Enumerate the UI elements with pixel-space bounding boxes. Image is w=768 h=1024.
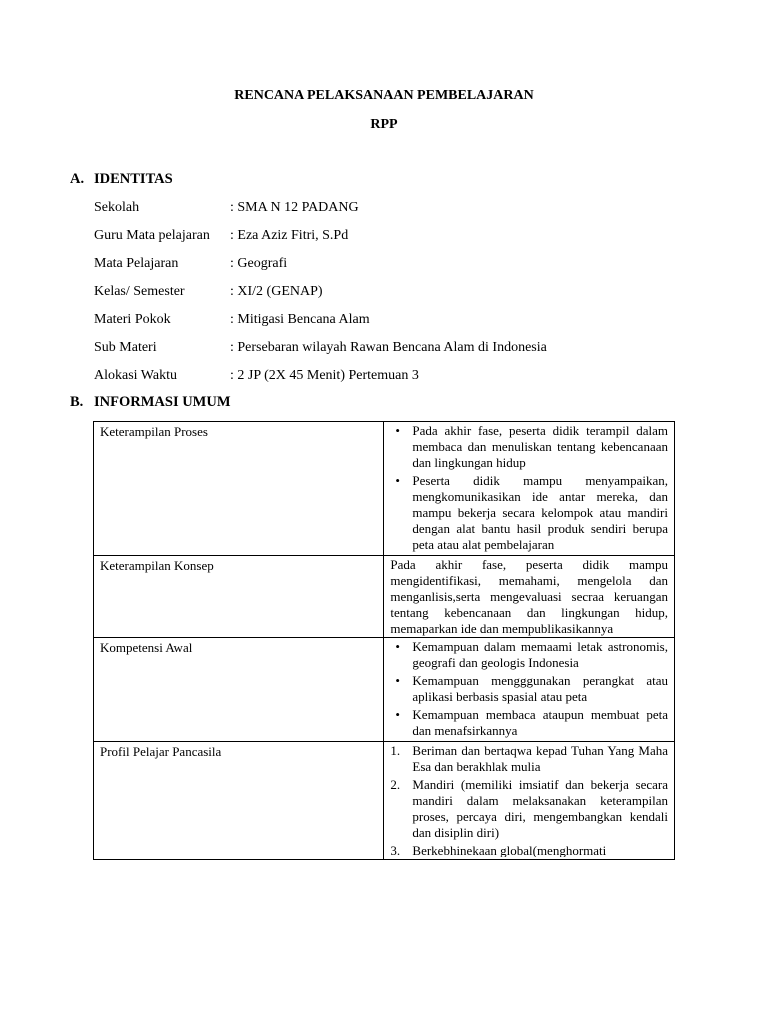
row-label: Kompetensi Awal <box>94 638 384 742</box>
table-row <box>94 638 675 742</box>
list-item <box>390 843 668 857</box>
bullet-list <box>390 639 668 739</box>
list-text: Mandiri (memiliki imsiatif dan bekerja secara mandiri dalam melaksanakan keterampilan proses, percaya diri, mengembangkan kendali dan disiplin diri) <box>412 777 668 840</box>
row-content <box>384 422 675 556</box>
row-label: Profil Pelajar Pancasila <box>94 742 384 860</box>
identity-value: : SMA N 12 PADANG <box>230 200 359 215</box>
identity-label: Kelas/ Semester <box>94 284 185 299</box>
list-text: Beriman dan bertaqwa kepad Tuhan Yang Maha Esa dan berakhlak mulia <box>412 743 668 774</box>
section-a-heading <box>70 171 173 188</box>
identity-value: : Geografi <box>230 256 288 271</box>
section-a-letter: A. <box>70 171 85 187</box>
row-content: Pada akhir fase, peserta didik mampu mengidentifikasi, memahami, mengelola dan menganlisis,serta mengevaluasi secraa keruangan tentang kebencanaan dan lingkungan hidup, memaparkan ide dan mempublikasikannya <box>384 556 675 638</box>
list-item <box>390 743 668 775</box>
document-title: RENCANA PELAKSANAAN PEMBELAJARAN <box>234 88 534 103</box>
identity-label: Guru Mata pelajaran <box>94 228 210 243</box>
identity-value: : Eza Aziz Fitri, S.Pd <box>230 228 349 243</box>
section-a-title: IDENTITAS <box>94 171 173 187</box>
identity-label: Sub Materi <box>94 340 157 355</box>
identity-label: Alokasi Waktu <box>94 368 177 383</box>
numbered-list <box>390 743 668 857</box>
identity-row-materi-pokok <box>94 312 370 332</box>
identity-row-mata-pelajaran <box>94 256 287 276</box>
identity-row-sub-materi <box>94 340 547 360</box>
list-item <box>390 777 668 841</box>
section-b-heading <box>70 394 231 411</box>
table-row <box>94 556 675 638</box>
table-row <box>94 422 675 556</box>
informasi-umum-table <box>93 421 675 860</box>
list-item: • Pada akhir fase, peserta didik terampil dalam membaca dan menuliskan tentang kebencanaan dan lingkungan hidup <box>390 423 668 471</box>
list-item: • Kemampuan mengggunakan perangkat atau aplikasi berbasis spasial atau peta <box>390 673 668 705</box>
bullet-list <box>390 423 668 553</box>
identity-row-alokasi-waktu <box>94 368 419 388</box>
document-subtitle: RPP <box>370 117 398 132</box>
list-item: • Kemampuan membaca ataupun membuat peta dan menafsirkannya <box>390 707 668 739</box>
identity-value: : XI/2 (GENAP) <box>230 284 323 299</box>
section-b-title: INFORMASI UMUM <box>94 394 231 410</box>
list-text: Berkebhinekaan global(menghormati <box>412 843 607 857</box>
identity-row-guru <box>94 228 348 248</box>
list-number: 2. <box>390 777 401 792</box>
list-number: 3. <box>390 843 401 857</box>
identity-value: : 2 JP (2X 45 Menit) Pertemuan 3 <box>230 368 419 383</box>
identity-label: Materi Pokok <box>94 312 171 327</box>
row-content <box>384 638 675 742</box>
identity-value: : Persebaran wilayah Rawan Bencana Alam di Indonesia <box>230 340 547 355</box>
identity-value: : Mitigasi Bencana Alam <box>230 312 370 327</box>
list-item: • Kemampuan dalam memaami letak astronomis, geografi dan geologis Indonesia <box>390 639 668 671</box>
row-content <box>384 742 675 860</box>
list-number: 1. <box>390 743 401 758</box>
identity-row-sekolah <box>94 200 359 220</box>
table-row <box>94 742 675 860</box>
section-b-letter: B. <box>70 394 84 410</box>
identity-label: Mata Pelajaran <box>94 256 179 271</box>
row-label: Keterampilan Proses <box>94 422 384 556</box>
identity-label: Sekolah <box>94 200 140 215</box>
identity-row-kelas <box>94 284 323 304</box>
row-label: Keterampilan Konsep <box>94 556 384 638</box>
list-item: • Peserta didik mampu menyampaikan, mengkomunikasikan ide antar mereka, dan mampu bekerja secara kelompok atau mandiri dengan alat bantu hasil produk sendiri berupa peta atau alat pembelajaran <box>390 473 668 553</box>
